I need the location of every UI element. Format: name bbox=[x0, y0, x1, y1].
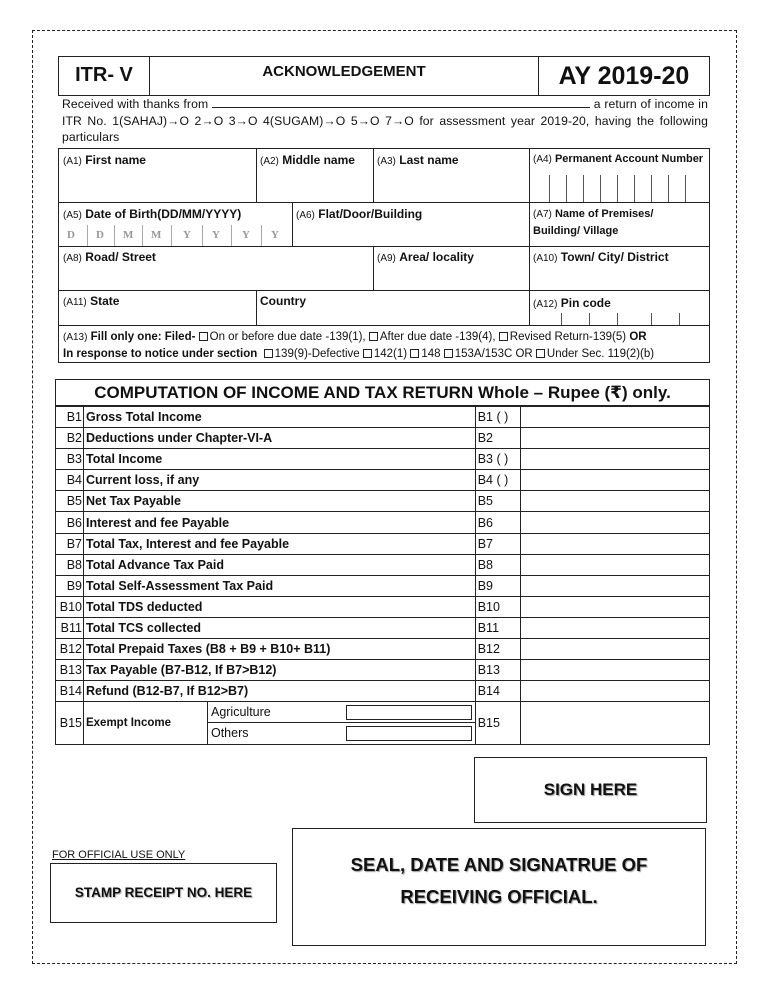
row-label: Refund (B12-B7, If B12>B7) bbox=[83, 681, 475, 702]
row-number: B8 bbox=[56, 554, 84, 575]
intro-prefix: Received with thanks from bbox=[62, 97, 209, 111]
row-label: Interest and fee Payable bbox=[83, 512, 475, 533]
row-number: B1 bbox=[56, 407, 84, 428]
row-label: Total TDS deducted bbox=[83, 596, 475, 617]
row-number: B5 bbox=[56, 491, 84, 512]
row-amount-field[interactable] bbox=[520, 428, 709, 449]
table-row bbox=[56, 428, 710, 449]
received-from-field[interactable] bbox=[212, 97, 590, 108]
row-amount-field[interactable] bbox=[520, 512, 709, 533]
sec-119-checkbox[interactable] bbox=[536, 349, 545, 358]
dob-y4: Y bbox=[271, 229, 279, 241]
row-label: Total Tax, Interest and fee Payable bbox=[83, 533, 475, 554]
row-number: B11 bbox=[56, 617, 84, 638]
row-number: B4 bbox=[56, 470, 84, 491]
row-code: B7 bbox=[475, 533, 520, 554]
dob-d2: D bbox=[96, 229, 104, 241]
computation-title: COMPUTATION OF INCOME AND TAX RETURN Whole – Rupee (₹) only. bbox=[55, 379, 710, 406]
sign-here-box[interactable]: SIGN HERE bbox=[474, 757, 707, 823]
table-row bbox=[56, 407, 710, 428]
row-label: Total TCS collected bbox=[83, 617, 475, 638]
row-amount-field[interactable] bbox=[520, 533, 709, 554]
row-amount-field[interactable] bbox=[520, 702, 709, 745]
sec-148-checkbox[interactable] bbox=[410, 349, 419, 358]
row-code: B15 bbox=[475, 702, 520, 745]
area-locality-field[interactable]: (A9) Area/ locality bbox=[377, 250, 474, 264]
road-street-field[interactable]: (A8) Road/ Street bbox=[63, 250, 156, 264]
stamp-receipt-box: STAMP RECEIPT NO. HERE bbox=[50, 863, 277, 923]
row-code: B11 bbox=[475, 617, 520, 638]
row-number: B12 bbox=[56, 639, 84, 660]
agriculture-input[interactable] bbox=[346, 705, 472, 720]
row-number: B3 bbox=[56, 449, 84, 470]
row-code: B5 bbox=[475, 491, 520, 512]
row-number: B15 bbox=[56, 702, 84, 745]
row-amount-field[interactable] bbox=[520, 449, 709, 470]
table-row bbox=[56, 533, 710, 554]
country-field[interactable]: Country bbox=[260, 294, 306, 308]
row-label: Total Advance Tax Paid bbox=[83, 554, 475, 575]
official-use-label: FOR OFFICIAL USE ONLY bbox=[52, 849, 186, 861]
row-code: B1 ( ) bbox=[475, 407, 520, 428]
row-number: B13 bbox=[56, 660, 84, 681]
sec-153-checkbox[interactable] bbox=[444, 349, 453, 358]
row-amount-field[interactable] bbox=[520, 660, 709, 681]
form-header bbox=[58, 56, 710, 96]
agriculture-label: Agriculture bbox=[210, 705, 271, 720]
row-label: Total Self-Assessment Tax Paid bbox=[83, 575, 475, 596]
table-row bbox=[56, 617, 710, 638]
row-number: B10 bbox=[56, 596, 84, 617]
row-amount-field[interactable] bbox=[520, 407, 709, 428]
table-row bbox=[56, 660, 710, 681]
row-number: B14 bbox=[56, 681, 84, 702]
row-number: B7 bbox=[56, 533, 84, 554]
pin-code-field[interactable]: (A12) Pin code bbox=[533, 296, 611, 310]
intro-line2: in ITR No. 1(SAHAJ)→O 2→O 3→O 4(SUGAM)→O 5→O 7→O for assessment year 2019-20, having the following particulars bbox=[62, 97, 708, 144]
row-code: B9 bbox=[475, 575, 520, 596]
dob-field[interactable]: (A5) Date of Birth(DD/MM/YYYY) bbox=[63, 207, 242, 221]
row-label: Tax Payable (B7-B12, If B7>B12) bbox=[83, 660, 475, 681]
due-date-checkbox[interactable] bbox=[199, 332, 208, 341]
row-number: B6 bbox=[56, 512, 84, 533]
defective-checkbox[interactable] bbox=[264, 349, 273, 358]
form-title: ACKNOWLEDGEMENT bbox=[262, 63, 426, 80]
filing-type-section: (A13) Fill only one: Filed- On or before due date -139(1), After due date -139(4), Revised Return-139(5) OR In response to notice under section 139(9)-Defective 142(1) 148 153A/153C OR Under Sec. 119(2)(b) bbox=[63, 331, 655, 360]
last-name-field[interactable]: (A3) Last name bbox=[377, 153, 459, 167]
assessment-year: AY 2019-20 bbox=[538, 57, 709, 95]
flat-door-field[interactable]: (A6) Flat/Door/Building bbox=[296, 207, 423, 221]
others-input[interactable] bbox=[346, 726, 472, 741]
row-code: B3 ( ) bbox=[475, 449, 520, 470]
form-name: ITR- V bbox=[59, 57, 150, 95]
dob-d1: D bbox=[67, 229, 75, 241]
dob-y2: Y bbox=[212, 229, 220, 241]
intro-paragraph bbox=[62, 96, 708, 146]
middle-name-field[interactable]: (A2) Middle name bbox=[260, 153, 355, 167]
seal-line-1: SEAL, DATE AND SIGNATRUE OF bbox=[350, 854, 648, 875]
row-amount-field[interactable] bbox=[520, 596, 709, 617]
table-row bbox=[56, 470, 710, 491]
row-code: B2 bbox=[475, 428, 520, 449]
row-label: Current loss, if any bbox=[83, 470, 475, 491]
row-amount-field[interactable] bbox=[520, 554, 709, 575]
row-label: Total Income bbox=[83, 449, 475, 470]
row-label: Gross Total Income bbox=[83, 407, 475, 428]
row-amount-field[interactable] bbox=[520, 681, 709, 702]
row-number: B9 bbox=[56, 575, 84, 596]
state-field[interactable]: (A11) State bbox=[63, 294, 120, 308]
sec-142-checkbox[interactable] bbox=[363, 349, 372, 358]
town-city-field[interactable]: (A10) Town/ City/ District bbox=[533, 250, 669, 264]
row-label: Total Prepaid Taxes (B8 + B9 + B10+ B11) bbox=[83, 639, 475, 660]
table-row bbox=[56, 639, 710, 660]
table-row bbox=[56, 554, 710, 575]
revised-return-checkbox[interactable] bbox=[499, 332, 508, 341]
row-label: Deductions under Chapter-VI-A bbox=[83, 428, 475, 449]
dob-m1: M bbox=[123, 229, 134, 241]
row-code: B13 bbox=[475, 660, 520, 681]
table-row bbox=[56, 491, 710, 512]
table-row bbox=[56, 575, 710, 596]
particulars-grid bbox=[58, 148, 710, 363]
intro-suffix: a return of income bbox=[593, 97, 695, 111]
row-code: B14 bbox=[475, 681, 520, 702]
row-number: B2 bbox=[56, 428, 84, 449]
exempt-income-row bbox=[56, 702, 710, 745]
row-amount-field[interactable] bbox=[520, 639, 709, 660]
row-code: B6 bbox=[475, 512, 520, 533]
row-code: B12 bbox=[475, 639, 520, 660]
row-label: Net Tax Payable bbox=[83, 491, 475, 512]
table-row bbox=[56, 449, 710, 470]
table-row bbox=[56, 596, 710, 617]
table-row bbox=[56, 681, 710, 702]
dob-y1: Y bbox=[183, 229, 191, 241]
seal-line-2: RECEIVING OFFICIAL. bbox=[400, 886, 598, 907]
others-label: Others bbox=[210, 726, 249, 741]
row-amount-field[interactable] bbox=[520, 617, 709, 638]
first-name-field[interactable]: (A1) First name bbox=[63, 153, 146, 167]
premises-field[interactable]: (A7) Name of Premises/ Building/ Village bbox=[533, 208, 654, 237]
exempt-income-cell bbox=[83, 702, 475, 745]
pan-field[interactable]: (A4) Permanent Account Number bbox=[533, 153, 704, 165]
seal-signature-box bbox=[292, 828, 706, 946]
row-amount-field[interactable] bbox=[520, 491, 709, 512]
computation-table bbox=[55, 406, 710, 745]
row-code: B4 ( ) bbox=[475, 470, 520, 491]
after-due-date-checkbox[interactable] bbox=[369, 332, 378, 341]
row-code: B10 bbox=[475, 596, 520, 617]
exempt-income-label: Exempt Income bbox=[84, 702, 208, 744]
dob-y3: Y bbox=[242, 229, 250, 241]
row-code: B8 bbox=[475, 554, 520, 575]
dob-m2: M bbox=[151, 229, 162, 241]
row-amount-field[interactable] bbox=[520, 470, 709, 491]
row-amount-field[interactable] bbox=[520, 575, 709, 596]
table-row bbox=[56, 512, 710, 533]
